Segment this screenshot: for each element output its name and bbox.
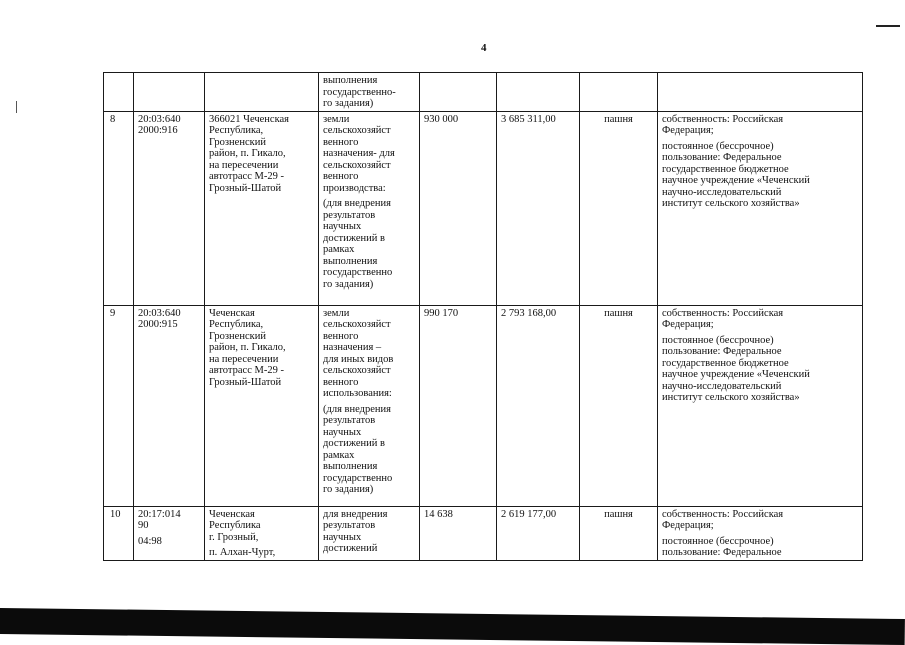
cell-rights-line: государственное бюджетное bbox=[662, 357, 789, 369]
cell-land-category-line: земли bbox=[323, 307, 350, 319]
cell-land-category-line: венного bbox=[323, 376, 359, 388]
cell-land-category-line: венного bbox=[323, 136, 359, 148]
table-row bbox=[104, 305, 863, 506]
cell-cadastral-number-line: 20:03:640 bbox=[138, 113, 181, 125]
cell-rights-line: постоянное (бессрочное) bbox=[662, 140, 774, 152]
cell-rights-line: научно-исследовательский bbox=[662, 380, 782, 392]
cell-land-category-line: выполнения bbox=[323, 255, 378, 267]
cell-land-category-line: для внедрения bbox=[323, 508, 388, 520]
cell-rights-line: Федерация; bbox=[662, 319, 714, 330]
cell-land-category-line: достижений в bbox=[323, 438, 385, 449]
cell-address-line: Грозный-Шатой bbox=[209, 376, 282, 388]
cell-cadastral-number bbox=[134, 506, 205, 560]
cell-cadastral-number-line: 2000:915 bbox=[138, 319, 178, 330]
cell-cadastral-value bbox=[497, 73, 580, 112]
cell-address-line: г. Грозный, bbox=[209, 531, 259, 543]
cell-rights bbox=[658, 506, 863, 560]
land-registry-table bbox=[103, 72, 863, 561]
cell-rights-line: постоянное (бессрочное) bbox=[662, 334, 774, 346]
cell-address-line: автотрасс М-29 - bbox=[209, 365, 284, 376]
page-number: 4 bbox=[481, 42, 487, 54]
cell-address-line: Республика bbox=[209, 520, 261, 531]
cell-land-type bbox=[580, 73, 658, 112]
cell-cadastral-number bbox=[134, 111, 205, 305]
cell-address-line: п. Алхан-Чурт, bbox=[209, 547, 276, 558]
cell-land-category-line: го задания) bbox=[323, 484, 374, 495]
cell-rights-line: государственное бюджетное bbox=[662, 163, 789, 175]
cell-land-category-line: научных bbox=[323, 426, 362, 438]
cell-address-line: автотрасс М-29 - bbox=[209, 171, 284, 182]
cell-address bbox=[205, 305, 319, 506]
corner-mark bbox=[876, 25, 900, 27]
margin-mark bbox=[16, 101, 17, 113]
cell-cadastral-number-line: 2000:916 bbox=[138, 125, 178, 136]
cell-rights-line: научное учреждение «Чеченский bbox=[662, 369, 810, 380]
cell-land-category-line: для иных видов bbox=[323, 353, 394, 365]
cell-land-category-line: рамках bbox=[323, 449, 355, 461]
cell-address-line: Грозный-Шатой bbox=[209, 182, 282, 194]
cell-address bbox=[205, 73, 319, 112]
cell-cadastral-number-line: 04:98 bbox=[138, 535, 162, 547]
cell-rights bbox=[658, 73, 863, 112]
cell-address-line: район, п. Гикало, bbox=[209, 342, 286, 353]
cell-rights-line: пользование: Федеральное bbox=[662, 547, 782, 558]
cell-rights-line: научно-исследовательский bbox=[662, 186, 782, 198]
cell-land-category-line: сельскохозяйст bbox=[323, 365, 391, 376]
cell-land-category-line: венного bbox=[323, 330, 359, 342]
cell-address-line: Республика, bbox=[209, 319, 264, 330]
scan-edge-bar bbox=[0, 608, 905, 645]
cell-land-type: пашня bbox=[580, 305, 658, 506]
cell-land-category bbox=[319, 506, 420, 560]
table-row bbox=[104, 73, 863, 112]
cell-address bbox=[205, 111, 319, 305]
cell-rights-line: научное учреждение «Чеченский bbox=[662, 175, 810, 186]
cell-land-category-line: сельскохозяйст bbox=[323, 319, 391, 330]
table-row bbox=[104, 111, 863, 305]
cell-address-line: Грозненский bbox=[209, 330, 266, 342]
cell-rights bbox=[658, 111, 863, 305]
cell-rights-line: пользование: Федеральное bbox=[662, 346, 782, 357]
cell-land-category-line: использования: bbox=[323, 388, 392, 399]
cell-area: 14 638 bbox=[420, 506, 497, 560]
cell-number: 8 bbox=[104, 111, 134, 305]
cell-land-category-line: результатов bbox=[323, 209, 376, 221]
cell-cadastral-number bbox=[134, 73, 205, 112]
cell-land-category-line: результатов bbox=[323, 520, 376, 531]
cell-land-category-line: го задания) bbox=[323, 278, 374, 290]
cell-rights-line: институт сельского хозяйства» bbox=[662, 392, 800, 403]
cell-land-category-line: (для внедрения bbox=[323, 403, 391, 415]
cell-area bbox=[420, 73, 497, 112]
cell-rights-line: постоянное (бессрочное) bbox=[662, 535, 774, 547]
cell-cadastral-value: 2 619 177,00 bbox=[497, 506, 580, 560]
cell-address-line: район, п. Гикало, bbox=[209, 148, 286, 159]
cell-land-category-line: сельскохозяйст bbox=[323, 159, 391, 171]
cell-cadastral-number-line: 20:03:640 bbox=[138, 307, 181, 319]
cell-land-type: пашня bbox=[580, 506, 658, 560]
cell-cadastral-number-line: 90 bbox=[138, 520, 149, 531]
cell-number: 10 bbox=[104, 506, 134, 560]
cell-address bbox=[205, 506, 319, 560]
cell-land-type: пашня bbox=[580, 111, 658, 305]
cell-rights bbox=[658, 305, 863, 506]
cell-land-category-line: производства: bbox=[323, 182, 386, 194]
cell-rights-line: собственность: Российская bbox=[662, 508, 784, 520]
cell-address-line: Грозненский bbox=[209, 136, 266, 148]
cell-land-category-line: венного bbox=[323, 171, 359, 182]
cell-land-category-line: го задания) bbox=[323, 98, 374, 109]
cell-rights-line: Федерация; bbox=[662, 125, 714, 136]
cell-number: 9 bbox=[104, 305, 134, 506]
cell-address-line: Чеченская bbox=[209, 508, 255, 520]
cell-land-category-line: государственно bbox=[323, 472, 393, 484]
cell-address-line: на пересечении bbox=[209, 159, 279, 171]
cell-land-category bbox=[319, 73, 420, 112]
cell-land-category-line: государственно- bbox=[323, 86, 396, 98]
cell-cadastral-number bbox=[134, 305, 205, 506]
cell-land-category-line: назначения – bbox=[323, 342, 382, 353]
cell-rights-line: пользование: Федеральное bbox=[662, 152, 782, 163]
cell-land-category-line: (для внедрения bbox=[323, 198, 391, 209]
cell-land-category-line: достижений bbox=[323, 543, 378, 554]
cell-land-category-line: государственно bbox=[323, 267, 393, 278]
cell-land-category-line: назначения- для bbox=[323, 148, 395, 159]
cell-land-category-line: сельскохозяйст bbox=[323, 125, 391, 136]
cell-land-category-line: результатов bbox=[323, 415, 376, 426]
cell-address-line: 366021 Чеченская bbox=[209, 113, 290, 125]
cell-area: 930 000 bbox=[420, 111, 497, 305]
cell-land-category bbox=[319, 111, 420, 305]
cell-address-line: Чеченская bbox=[209, 307, 255, 319]
cell-land-category-line: достижений в bbox=[323, 232, 385, 244]
cell-number bbox=[104, 73, 134, 112]
cell-land-category-line: земли bbox=[323, 113, 350, 125]
cell-rights-line: собственность: Российская bbox=[662, 307, 784, 319]
cell-address-line: на пересечении bbox=[209, 353, 279, 365]
cell-land-category-line: рамках bbox=[323, 244, 355, 255]
cell-rights-line: институт сельского хозяйства» bbox=[662, 198, 800, 209]
cell-cadastral-value: 2 793 168,00 bbox=[497, 305, 580, 506]
cell-land-category-line: научных bbox=[323, 221, 362, 232]
cell-address-line: Республика, bbox=[209, 125, 264, 136]
cell-cadastral-value: 3 685 311,00 bbox=[497, 111, 580, 305]
cell-cadastral-number-line: 20:17:014 bbox=[138, 508, 181, 520]
cell-rights-line: собственность: Российская bbox=[662, 113, 784, 125]
cell-land-category-line: выполнения bbox=[323, 461, 378, 472]
table-row bbox=[104, 506, 863, 560]
cell-land-category-line: научных bbox=[323, 531, 362, 543]
cell-land-category-line: выполнения bbox=[323, 75, 378, 86]
cell-area: 990 170 bbox=[420, 305, 497, 506]
cell-land-category bbox=[319, 305, 420, 506]
cell-rights-line: Федерация; bbox=[662, 520, 714, 531]
